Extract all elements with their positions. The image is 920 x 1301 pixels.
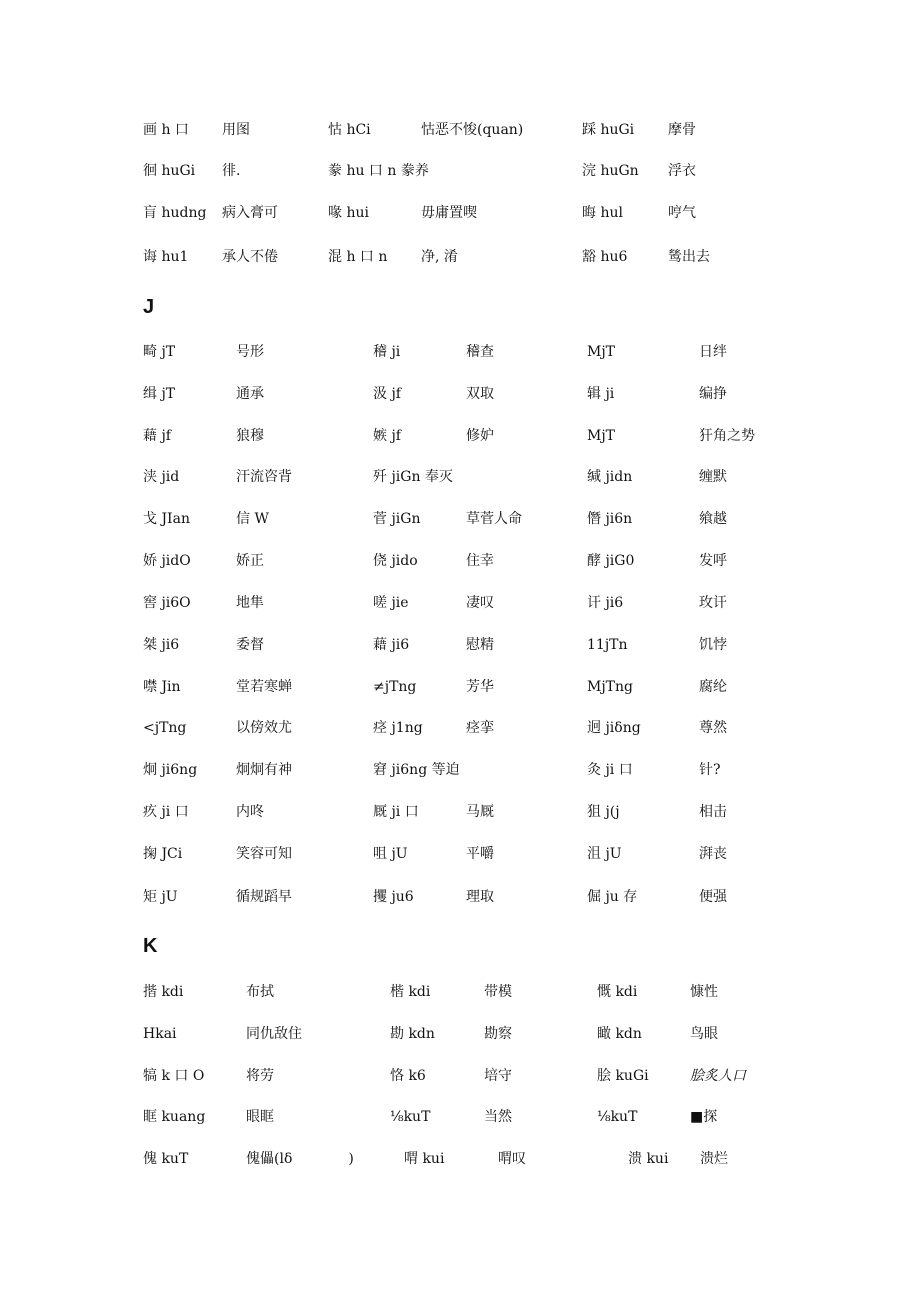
entry-row [0, 423, 920, 449]
word-1: 病入膏可 [222, 205, 278, 221]
entry-row [0, 979, 920, 1005]
entry-row [0, 548, 920, 574]
word-3: 摩骨 [668, 122, 696, 138]
char-pinyin-2: 咀 jU [373, 846, 408, 862]
word-3: 玫讦 [699, 595, 727, 611]
word-3: 日绊 [699, 344, 727, 360]
word-3: 溃烂 [700, 1151, 728, 1167]
char-pinyin-1: 浃 jid [143, 469, 180, 485]
char-pinyin-2: 混 h 口 n [328, 249, 388, 265]
char-pinyin-3: 脍 kuGi [597, 1068, 649, 1084]
section-letter: K [143, 935, 158, 957]
char-pinyin-1: 炯 ji6ng [143, 762, 198, 778]
word-3: 脍炙人口 [690, 1068, 746, 1084]
word-2: 马厩 [466, 804, 494, 820]
word-3: 鸶出去 [668, 249, 710, 265]
char-pinyin-2: 楷 kdi [390, 984, 431, 1000]
char-pinyin-3: 晦 hul [582, 205, 623, 221]
char-pinyin-1: 画 h 口 [143, 122, 189, 138]
entry-row [0, 158, 920, 184]
char-pinyin-2: 喟 kui [404, 1151, 445, 1167]
char-pinyin-1: 傀 kuT [143, 1151, 189, 1167]
char-pinyin-2: 厩 ji 口 [373, 804, 419, 820]
char-pinyin-3: 慨 kdi [597, 984, 638, 1000]
word-3: 鸟眼 [690, 1026, 718, 1042]
word-3: 慷性 [690, 984, 718, 1000]
word-1: 炯炯有神 [236, 762, 292, 778]
char-pinyin-1: <jTng [143, 720, 187, 736]
word-1: 号形 [236, 344, 264, 360]
char-pinyin-3: 瞰 kdn [597, 1026, 642, 1042]
word-1: 堂若寒蝉 [236, 679, 292, 695]
char-pinyin-3: 辑 ji [587, 386, 615, 402]
word-1: 用图 [222, 122, 250, 138]
char-pinyin-2: 痉 j1ng [373, 720, 423, 736]
char-pinyin-1: 戈 JIan [143, 511, 190, 527]
char-pinyin-2: 喙 hui [328, 205, 369, 221]
char-pinyin-3: 灸 ji 口 [587, 762, 633, 778]
word-3: 便强 [699, 889, 727, 905]
char-pinyin-1: 缉 jT [143, 386, 176, 402]
word-1: 布拭 [246, 984, 274, 1000]
entry-row [0, 117, 920, 143]
word-1: 承人不倦 [222, 249, 278, 265]
word-3: 针? [699, 762, 721, 778]
word-2: 双取 [466, 386, 494, 402]
char-pinyin-3: 溃 kui [628, 1151, 669, 1167]
entry-row [0, 381, 920, 407]
word-1: 内咚 [236, 804, 264, 820]
word-2: 痉挛 [466, 720, 494, 736]
char-pinyin-2: ≠jTng [373, 679, 417, 695]
char-pinyin-3: 缄 jidn [587, 469, 633, 485]
word-2: 勘察 [484, 1026, 512, 1042]
char-pinyin-3: 倔 ju 存 [587, 889, 638, 905]
word-3: 腐纶 [699, 679, 727, 695]
char-pinyin-2: 歼 jiGn 奉灭 [373, 469, 453, 485]
char-pinyin-3: MjT [587, 428, 616, 444]
char-pinyin-1: 藉 jf [143, 428, 171, 444]
char-pinyin-2: 菅 jiGn [373, 511, 421, 527]
word-2: 带模 [484, 984, 512, 1000]
word-2: 理取 [466, 889, 494, 905]
char-pinyin-2: 怙 hCi [328, 122, 371, 138]
entry-row [0, 884, 920, 910]
word-1: 眼眶 [246, 1109, 274, 1125]
char-pinyin-2: ⅛kuT [390, 1109, 431, 1125]
char-pinyin-1: 徊 huGi [143, 163, 196, 179]
word-2: 当然 [484, 1109, 512, 1125]
word-2: 喟叹 [498, 1151, 526, 1167]
word-1: 笑容可知 [236, 846, 292, 862]
word-3: ■探 [690, 1109, 718, 1125]
word-2: 芳华 [466, 679, 494, 695]
entry-row [0, 757, 920, 783]
word-3: 哼气 [668, 205, 696, 221]
char-pinyin-2: 恪 k6 [390, 1068, 426, 1084]
char-pinyin-2: 窘 ji6ng 等迫 [373, 762, 460, 778]
char-pinyin-3: MjT [587, 344, 616, 360]
char-pinyin-3: 酵 jiG0 [587, 553, 635, 569]
word-2: 培守 [484, 1068, 512, 1084]
entry-row [0, 339, 920, 365]
word-2: 慰精 [466, 637, 494, 653]
word-1: 以傍效尤 [236, 720, 292, 736]
char-pinyin-3: 讦 ji6 [587, 595, 624, 611]
char-pinyin-2: 攫 ju6 [373, 889, 414, 905]
word-2: 修妒 [466, 428, 494, 444]
char-pinyin-2: 豢 hu 口 n 豢养 [328, 163, 429, 179]
word-1: 循规蹈早 [236, 889, 292, 905]
word-3: 相击 [699, 804, 727, 820]
word-1: 狼穆 [236, 428, 264, 444]
word-1: 娇正 [236, 553, 264, 569]
word-2: 住幸 [466, 553, 494, 569]
word-2: 怙恶不悛(quan) [421, 122, 524, 138]
entry-row [0, 1146, 920, 1172]
char-pinyin-3: ⅛kuT [597, 1109, 638, 1125]
entry-row [0, 244, 920, 270]
char-pinyin-3: 狙 j(j [587, 804, 620, 820]
char-pinyin-3: 迥 jiδng [587, 720, 641, 736]
char-pinyin-1: 肓 hudng [143, 205, 207, 221]
char-pinyin-1: 畸 jT [143, 344, 176, 360]
char-pinyin-1: 矩 jU [143, 889, 178, 905]
char-pinyin-1: 桀 ji6 [143, 637, 180, 653]
entry-row [0, 464, 920, 490]
word-3: 飨越 [699, 511, 727, 527]
entry-row [0, 841, 920, 867]
char-pinyin-1: 诲 hu1 [143, 249, 189, 265]
char-pinyin-2: 嗟 jie [373, 595, 409, 611]
word-3: 湃丧 [699, 846, 727, 862]
char-pinyin-1: 掬 JCi [143, 846, 183, 862]
word-3: 尊然 [699, 720, 727, 736]
char-pinyin-2: 侥 jido [373, 553, 418, 569]
char-pinyin-3: MjTng [587, 679, 633, 695]
word-1: 信 W [236, 511, 269, 527]
char-pinyin-3: 踩 huGi [582, 122, 635, 138]
entry-row [0, 799, 920, 825]
word-2: 净, 淆 [421, 249, 458, 265]
entry-row [0, 632, 920, 658]
word-2: 凄叹 [466, 595, 494, 611]
word-1: 将劳 [246, 1068, 274, 1084]
entry-row [0, 506, 920, 532]
word-1: 地隼 [236, 595, 264, 611]
char-pinyin-2: 汲 jf [373, 386, 401, 402]
word-3: 犴角之势 [699, 428, 755, 444]
word-1: 徘. [222, 163, 241, 179]
word-2: 平嚼 [466, 846, 494, 862]
entry-row [0, 674, 920, 700]
word-3: 饥悖 [699, 637, 727, 653]
entry-row [0, 200, 920, 226]
entry-row [0, 715, 920, 741]
char-pinyin-3: 浣 huGn [582, 163, 639, 179]
word-1: 同仇敌住 [246, 1026, 302, 1042]
char-pinyin-1: 娇 jidO [143, 553, 191, 569]
word-3: 浮衣 [668, 163, 696, 179]
char-pinyin-2: 稽 ji [373, 344, 401, 360]
word-1: 委督 [236, 637, 264, 653]
char-pinyin-2: 嫉 jf [373, 428, 401, 444]
word-2: 稽查 [466, 344, 494, 360]
word-3: 编挣 [699, 386, 727, 402]
char-pinyin-3: 11jTn [587, 637, 628, 653]
char-pinyin-3: 沮 jU [587, 846, 622, 862]
word-2: 毋庸置喫 [421, 205, 477, 221]
char-pinyin-1: 眶 kuang [143, 1109, 206, 1125]
section-letter: J [143, 296, 155, 318]
entry-row [0, 1104, 920, 1130]
entry-row [0, 1021, 920, 1047]
char-pinyin-1: 噤 Jin [143, 679, 181, 695]
char-pinyin-1: Hkai [143, 1026, 177, 1042]
entry-row [0, 590, 920, 616]
char-pinyin-1: 窖 ji6O [143, 595, 191, 611]
word-1: 通承 [236, 386, 264, 402]
entry-row [0, 1063, 920, 1089]
char-pinyin-2: 勘 kdn [390, 1026, 435, 1042]
char-pinyin-1: 疚 ji 口 [143, 804, 189, 820]
char-pinyin-3: 豁 hu6 [582, 249, 628, 265]
word-3: 发呼 [699, 553, 727, 569]
char-pinyin-1: 犒 k 口 O [143, 1068, 205, 1084]
word-3: 缠默 [699, 469, 727, 485]
word-1: 汗流咨背 [236, 469, 292, 485]
char-pinyin-1: 揩 kdi [143, 984, 184, 1000]
char-pinyin-2: 藉 ji6 [373, 637, 410, 653]
char-pinyin-3: 僭 ji6n [587, 511, 633, 527]
word-1: 傀儡(lδ ) [246, 1151, 354, 1167]
word-2: 草菅人命 [466, 511, 522, 527]
